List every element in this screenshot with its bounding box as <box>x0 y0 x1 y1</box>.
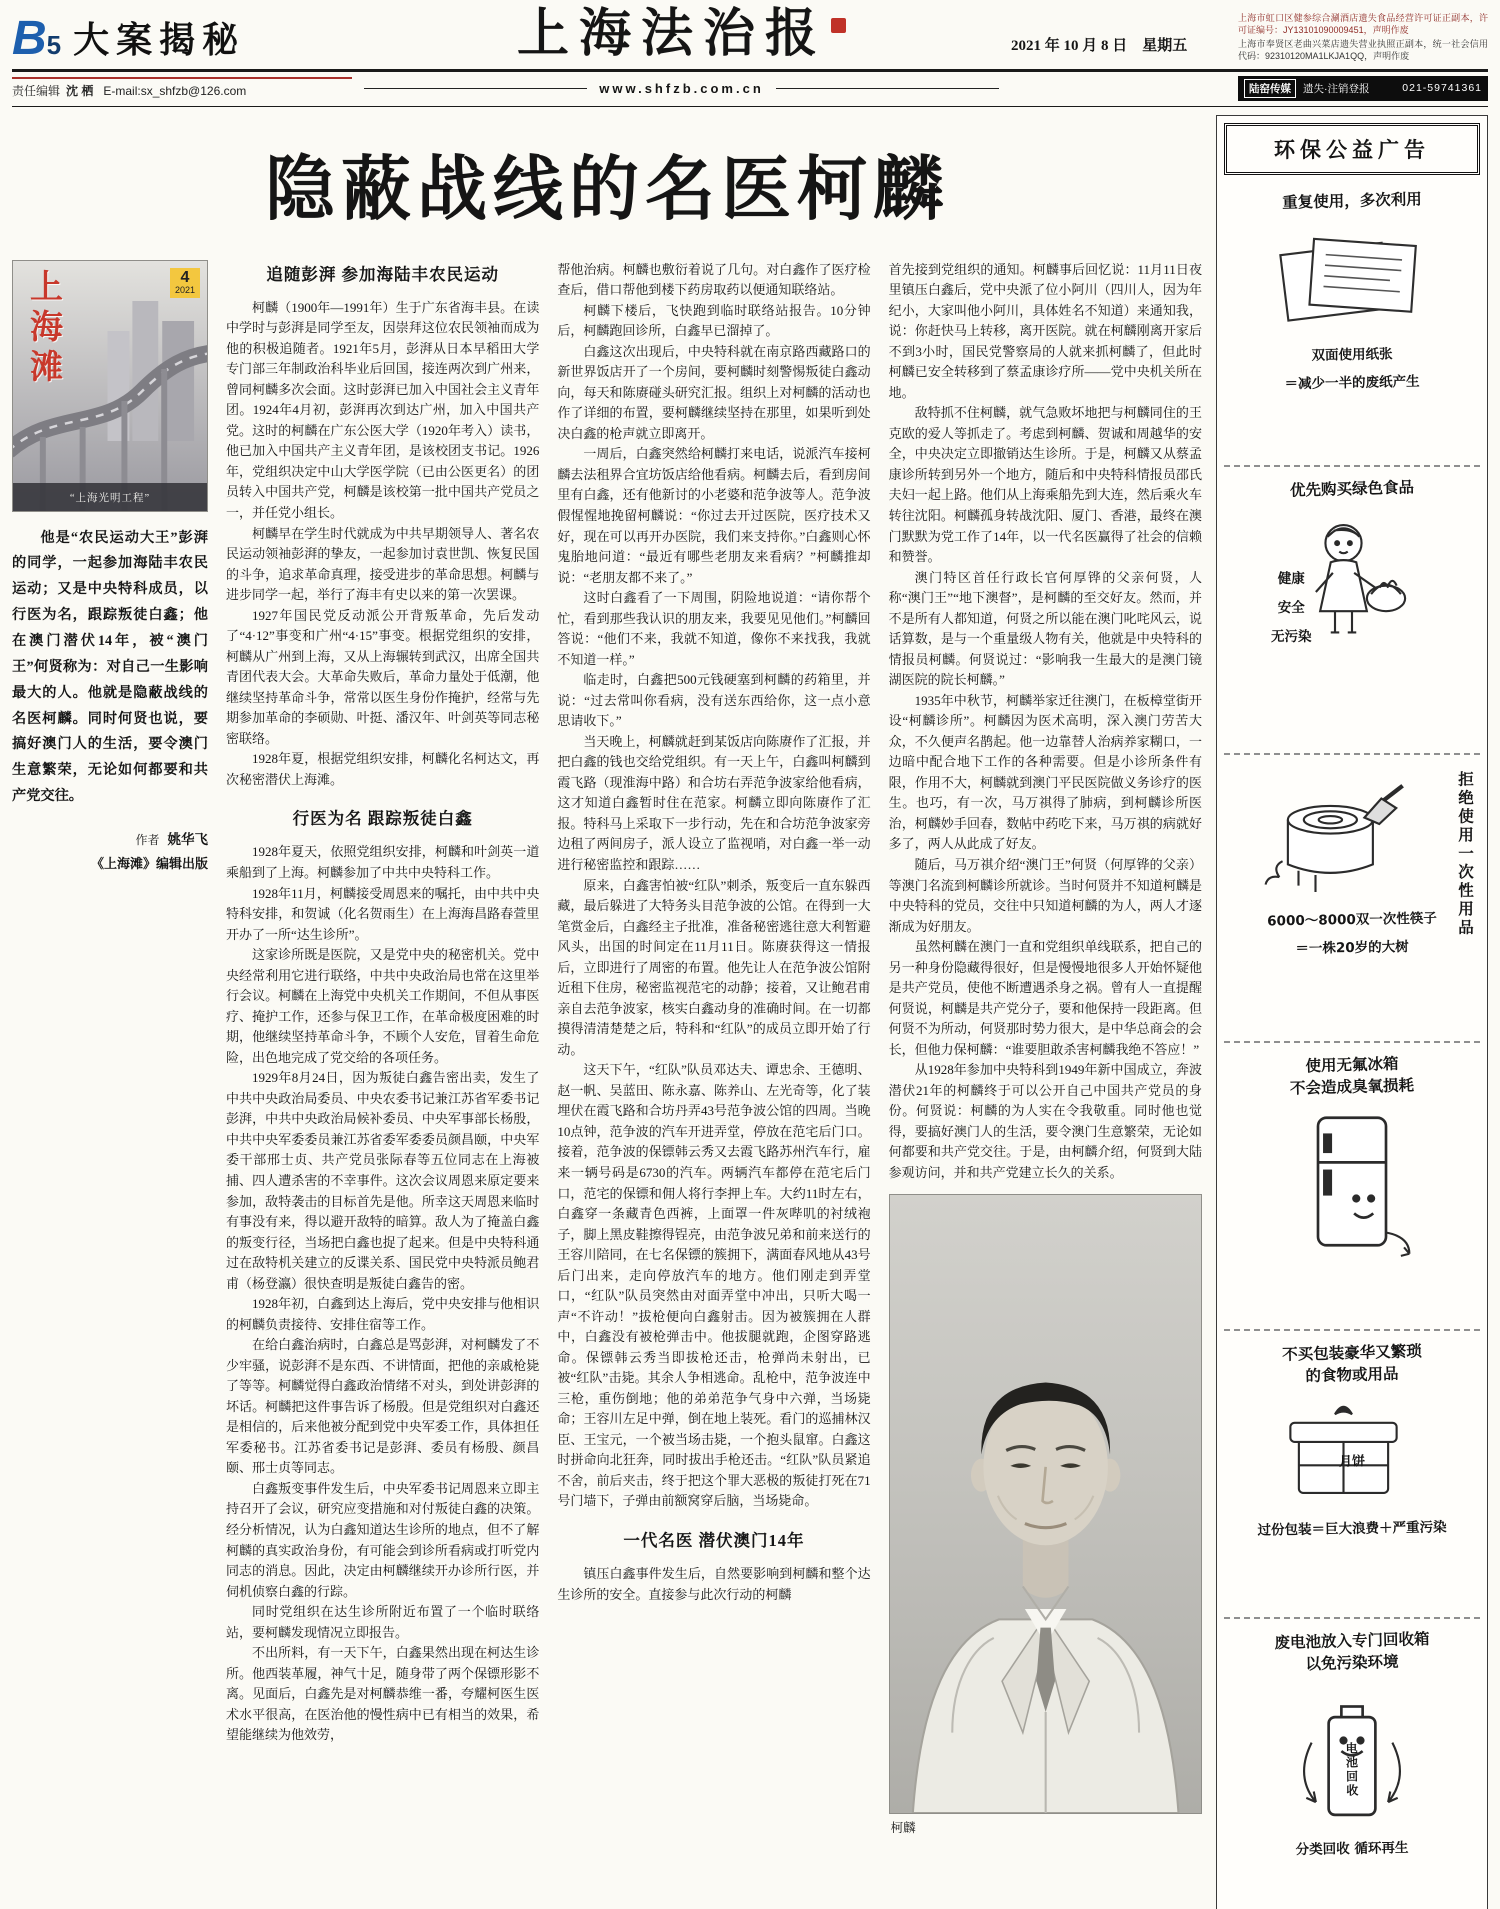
panel-caption: 双面使用纸张 <box>1311 346 1393 365</box>
divider-line <box>776 88 999 89</box>
article-paragraph: 1927年国民党反动派公开背叛革命，先后发动了“4·12”事变和广州“4·15”事变。根据党组织的安排，柯麟从广州到上海，又从上海辗转到武汉，出席全国共青团代表大会。大革命失败后，革命力量处于低潮，他继续坚持革命斗争，常常以医生身份作掩护，经常与先期参加革命的李硕勋、叶挺、潘汉年、叶剑英等同志秘密联络。 <box>226 607 540 746</box>
battery-recycle-icon <box>1267 1681 1437 1830</box>
panel-headline-2: 不会造成臭氧损耗 <box>1289 1075 1415 1098</box>
masthead-title: 上海法治报 <box>516 6 827 63</box>
section-title: 大案揭秘 <box>73 18 246 60</box>
article-credits <box>12 828 208 872</box>
editor-label: 责任编辑 <box>12 84 61 99</box>
article-paragraph: 柯麟下楼后，飞快跑到临时联络站报告。10分钟后，柯麟跑回诊所，白鑫早已溜掉了。 <box>557 302 871 339</box>
page-number-badge <box>12 11 62 65</box>
article-paragraph: 1929年8月24日，因为叛徒白鑫告密出卖，发生了中共中央政治局委员、中央农委书记兼江苏省军委书记彭湃，中共中央政治局候补委员、中央军事部长杨殷，中共中央军委委员兼江苏省委军委委员颜昌颐，中央军委干部邢士贞、共产党员张际春等五位同志在上海被捕、四人遭杀害的不幸事件。这次会议周恩来原定要来参加，敌特袭击的目标首先是他。所幸这天周恩来临时有事没有来，得以避开敌特的暗算。敌人为了掩盖白鑫的叛变行径，当场把白鑫也捉了起来。但是中央特科通过在敌特机关建立的反谍关系、国民党中央特派员鲍君甫（杨登瀛）很快查明是叛徒白鑫告的密。 <box>226 1070 540 1291</box>
ad-brand: 陆窑传媒 <box>1244 79 1296 98</box>
eco-ad-sidebar <box>1216 115 1488 1909</box>
battery-label: 电池回收 <box>1344 1741 1359 1798</box>
article-paragraph: 白鑫叛变事件发生后，中央军委书记周恩来立即主持召开了会议，研究应变措施和对付叛徒白鑫的决策。经分析情况，认为白鑫知道达生诊所的地点，但不了解柯麟的真实政治身份，有可能会到诊所看病或打听党内同志的消息。因此，决定由柯麟继续开办诊所行医，并伺机侦察白鑫的行踪。 <box>226 1480 540 1599</box>
panel-caption: 6000～8000双一次性筷子 <box>1267 910 1437 930</box>
panel-headline: 重复使用，多次利用 <box>1282 189 1422 212</box>
paper-stack-icon <box>1267 219 1437 336</box>
loss-notice: 上海市虹口区健参综合涮酒店遗失食品经营许可证正副本，许可证编号：JY13101090009451，声明作废 <box>1238 13 1488 35</box>
article-paragraph: 临走时，白鑫把500元钱硬塞到柯麟的药箱里，并说：“过去常叫你看病，没有送东西给你，这一点小意思请收下。” <box>557 672 871 729</box>
magazine-issue: 4 2021 <box>170 268 200 298</box>
article-paragraph: 一周后，白鑫突然给柯麟打来电话，说派汽车接柯麟去法租界合宜坊饭店给他看病。柯麟去后，看到房间里有白鑫，还有他新讨的小老婆和范争波等人。范争波假惺惺地挽留柯麟说：“你过去开过医院，医疗技术又好，现在可以再开办医院，我们来支持你。”白鑫则心怀鬼胎地问道：“最近有哪些老朋友来看病？”柯麟推却说：“老朋友都不来了。” <box>557 446 871 585</box>
article-paragraph: 随后，马万祺介绍“澳门王”何贤（何厚铧的父亲）等澳门名流到柯麟诊所就诊。当时何贤并不知道柯麟是中央特科的党员，交往中只知道柯麟的为人，两人才逐渐成为好朋友。 <box>888 857 1202 934</box>
eco-panel-green-food <box>1224 465 1480 753</box>
portrait-photo-figure <box>889 1194 1202 1839</box>
cover-caption: “上海光明工程” <box>69 492 151 504</box>
editor-name: 沈 栖 <box>66 84 94 99</box>
article-paragraph: 1928年夏天，依照党组织安排，柯麟和叶剑英一道乘船到了上海。柯麟参加了中共中央特科工作。 <box>226 844 540 880</box>
article-paragraph: 1928年11月，柯麟接受周恩来的嘱托，由中共中央特科安排，和贺诚（化名贺雨生）在上海海昌路春萱里开办了一所“达生诊所”。 <box>226 885 540 942</box>
photo-caption: 柯麟 <box>890 1820 916 1835</box>
eco-panel-fridge <box>1224 1041 1480 1329</box>
portrait-photo <box>889 1194 1202 1814</box>
article-paragraph: 柯麟（1900年—1991年）生于广东省海丰县。在读中学时与彭湃是同学至友，因崇拜这位农民领袖而成为他的积极追随者。1921年5月，彭湃从日本早稻田大学专门部三年制政治科毕业后回国，接连两次到广州来，曾同柯麟多次会面。这时彭湃已加入中国社会主义青年团。1924年4月初，彭湃再次到达广州，加入中国共产党。这时的柯麟在广东公医大学（1920年考入）读书，他已加入中国共产主义青年团，是该校团支书记。1926年，党组织决定中山大学医学院（已由公医更名）的团员转入中国共产党，柯麟是该校第一批中国共产党员之一，并任党小组长。 <box>226 299 540 520</box>
page-content <box>12 115 1488 1909</box>
article-paragraph: 这家诊所既是医院，又是党中央的秘密机关。党中央经常利用它进行联络，中共中央政治局也常在这里举行会议。柯麟在上海党中央机关工作期间，不但从事医疗、掩护工作，还参与保卫工作，在革命极度困难的时期，他继续坚持革命斗争，不顾个人安危，冒着生命危险，出色地完成了党交给的各项任务。 <box>226 947 540 1065</box>
article-paragraph: 澳门特区首任行政长官何厚铧的父亲何贤，人称“澳门王”“地下澳督”，是柯麟的至交好友。然而，并不是所有人都知道，何贤之所以能在澳门叱咤风云，说话算数，是与一个重量级人物有关，他就是中央特科的情报员柯麟。何贤说过：“影响我一生最大的是澳门镜湖医院的院长柯麟。” <box>888 569 1202 688</box>
mooncake-label: 月饼 <box>1338 1453 1366 1470</box>
panel-headline: 拒绝使用一次性用品 <box>1456 770 1474 938</box>
green-food-labels: 健康 安全 无污染 <box>1271 570 1312 645</box>
article-paragraph: 敌特抓不住柯麟，就气急败坏地把与柯麟同住的王克欧的爱人等抓走了。考虑到柯麟、贺诚和周越华的安全，中央决定立即撤销达生诊所。于是，柯麟又从蔡孟康诊所转到另外一个地方，随后和中央特科情报员邵氏夫妇一起上路。他们从上海乘船先到大连，然后乘火车转往沈阳。柯麟孤身转战沈阳、厦门、香港，最终在澳门默默为党工作了14年，以一代名医赢得了社会的信赖和赞誉。 <box>888 405 1202 565</box>
panel-headline: 废电池放入专门回收箱 <box>1274 1629 1430 1652</box>
article-paragraph: 这天下午，“红队”队员邓达夫、谭忠余、王德明、赵一帆、吴蓝田、陈永嘉、陈养山、左光奇等，化了装埋伏在霞飞路和合坊丹弄43号范争波公馆的四周。当晚10点钟，范争波的汽车开进弄堂，停放在范宅后门口。接着，范争波的保镖韩云秀又去霞飞路苏州汽车行，雇来一辆号码是6730的汽车。两辆汽车都停在范宅后门口，范宅的保镖和佣人将行李押上车。大约11时左右，白鑫穿一条藏青色西裤，上面罩一件灰哔叽的衬绒袍子，脚上黑皮鞋擦得锃亮，由范争波兄弟和前来送行的王容川陪同，在七名保镖的簇拥下，满面春风地从43号后门出来，走向停放汽车的地方。他们刚走到弄堂口，“红队”队员突然由对面弄堂中冲出，只听大喝一声“不许动！”拔枪便向白鑫射击。因为被簇拥在人群中，白鑫没有被枪弹击中。他拔腿就跑，企图穿路逃命。保镖韩云秀当即拔枪还击，枪弹尚未射出，已被“红队”击毙。其余人争相逃命。乱枪中，范争波连中三枪，重伤倒地；他的弟弟范争气身中六弹，当场毙命；王容川左足中弹，倒在地上装死。看门的巡捕林汉臣、王宝元，一个被当场击毙，一个抱头鼠窜。白鑫这时拼命向北狂奔，同时拔出手枪还击。“红队”队员紧追不舍，前后夹击，终于把这个罪大恶极的叛徒打死在71号门墙下，子弹由前额窝穿后脑，当场毙命。 <box>557 1062 871 1509</box>
article-paragraph: 同时党组织在达生诊所附近布置了一个临时联络站，要柯麟发现情况立即报告。 <box>226 1604 540 1640</box>
magazine-cover-photo <box>12 260 208 512</box>
classified-notices <box>1238 13 1488 63</box>
mooncake-box-icon <box>1267 1393 1437 1510</box>
sidebar-title: 环保公益广告 <box>1224 123 1480 175</box>
editor-line <box>12 77 352 99</box>
section-heading: 行医为名 跟踪叛徒白鑫 <box>292 809 473 829</box>
article-paragraph: 帮他治病。柯麟也敷衍着说了几句。对白鑫作了医疗检查后，借口帮他到楼下药房取药以便通知联络站。 <box>557 261 871 298</box>
ad-notice-box <box>1238 76 1488 101</box>
article-paragraph: 不出所料，有一天下午，白鑫果然出现在柯达生诊所。他西装革履，神气十足，随身带了两个保镖形影不离。见面后，白鑫先是对柯麟恭维一番，夸耀柯医生医术水平很高，在医治他的慢性病中已有相当的效果，希望能继续为他效劳， <box>226 1645 540 1743</box>
article-paragraph: 白鑫这次出现后，中央特科就在南京路西藏路口的新世界饭店开了一个房间，要柯麟时刻警惕叛徒白鑫动向，每天和陈赓碰头研究汇报。组织上对柯麟的活动也作了详细的布置，要柯麟继续坚持在那里，如果听到处决白鑫的枪声就立即离开。 <box>557 343 871 441</box>
article-paragraph: 原来，白鑫害怕被“红队”刺杀，叛变后一直东躲西藏，最后躲进了大特务头目范争波的公馆。在得到一大笔赏金后，白鑫经主子批准，准备秘密逃往意大利暂避风头，出国的时间定在11月11日。陈赓获得这一情报后，立即进行了周密的布置。他先让人在范争波公馆附近租下住房，秘密监视范宅的动静；接着，又让鲍君甫亲自去范争波家，核实白鑫动身的准确时间。在一切都摸得清清楚楚之后，特科和“红队”的成员立即开始了行动。 <box>557 877 871 1057</box>
article-paragraph: 1928年夏，根据党组织安排，柯麟化名柯达文，再次秘密潜伏上海滩。 <box>226 751 540 787</box>
editor-email: E-mail:sx_shfzb@126.com <box>103 84 247 99</box>
article-paragraph: 首先接到党组织的通知。柯麟事后回忆说：11月11日夜里镇压白鑫后，党中央派了位小阿川（四川人，因为年纪小，大家叫他小阿川，具体姓名不知道）来通知我，说：你赶快马上转移，离开医院。就在柯麟刚离开家后不到3小时，国民党警察局的人就来抓柯麟了，但此时柯麟已安全转移到了蔡孟康诊疗所——党中央机关所在地。 <box>888 261 1202 400</box>
divider-line <box>364 88 587 89</box>
tree-stump-axe-icon <box>1256 773 1426 901</box>
article-column-1 <box>226 260 539 1909</box>
panel-headline: 不买包装豪华又繁琐 <box>1282 1341 1422 1364</box>
article-paragraph: 虽然柯麟在澳门一直和党组织单线联系，把自己的另一种身份隐藏得很好，但是慢慢地很多人开始怀疑他是共产党员，使他不断遭遇杀身之祸。曾有人一直提醒何贤说，柯麟是共产党分子，要和他保持一段距离。但何贤不为所动，何贤那时势力很大，是中华总商会的会长，但他力保柯麟：“谁要胆敢杀害柯麟我绝不答应！” <box>888 939 1202 1057</box>
article-paragraph: 镇压白鑫事件发生后，自然要影响到柯麟和整个达生诊所的安全。直接参与此次行动的柯麟 <box>557 1566 871 1602</box>
panel-headline: 使用无氟冰箱 <box>1305 1054 1399 1075</box>
panel-headline-2: 以免污染环境 <box>1305 1652 1399 1673</box>
loss-notice: 上海市奉贤区老曲兴菜店遗失营业执照正副本，统一社会信用代码：92310120MA1LKJA1QQ，声明作废 <box>1238 38 1488 61</box>
masthead-seal-icon <box>831 18 846 33</box>
eco-panel-packaging <box>1224 1329 1480 1617</box>
panel-headline-2: 的食物或用品 <box>1305 1364 1399 1385</box>
main-article <box>12 115 1202 1909</box>
article-paragraph: 从1928年参加中央特科到1949年新中国成立，奔波潜伏21年的柯麟终于可以公开自己中国共产党员的身份。何贤说：柯麟的为人实在令我敬重。同时他也觉得，要搞好澳门人的生活，要令澳门生意繁荣，无论如何都要和共产党交往。于是，由柯麟介绍，何贤到大陆参观访问，并和共产党建立长久的关系。 <box>888 1062 1202 1180</box>
section-brand <box>12 12 352 63</box>
website-row <box>364 81 999 96</box>
eco-panel-disposable <box>1224 753 1480 1041</box>
section-heading: 追随彭湃 参加海陆丰农民运动 <box>266 264 499 284</box>
panel-headline: 优先购买绿色食品 <box>1289 477 1415 500</box>
date-line: 2021 年 10 月 8 日 星期五 <box>1011 37 1188 54</box>
panel-caption: 分类回收 循环再生 <box>1295 1840 1409 1859</box>
article-paragraph: 1928年初，白鑫到达上海后，党中央安排与他相识的柯麟负责接待、安排住宿等工作。 <box>226 1296 540 1332</box>
article-paragraph: 柯麟早在学生时代就成为中共早期领导人、著名农民运动领袖彭湃的挚友，一起参加讨袁世凯、恢复民国的斗争，追求革命真理，接受进步的革命思想。柯麟与进步同学一起，举行了海丰有史以来的第一次罢课。 <box>226 525 540 603</box>
lead-column <box>12 260 208 1909</box>
ad-service: 遗失·注销登报 <box>1303 82 1370 95</box>
section-heading: 一代名医 潜伏澳门14年 <box>623 1531 805 1550</box>
page-badge-letter: B <box>12 11 47 65</box>
author-label: 作者 <box>135 832 160 847</box>
article-column-3 <box>889 260 1202 1909</box>
panel-caption: ＝减少一半的废纸产生 <box>1284 374 1420 393</box>
panel-caption: ＝一株20岁的大树 <box>1295 939 1409 958</box>
article-body <box>12 260 1202 1909</box>
panel-caption: 过份包装＝巨大浪费＋严重污染 <box>1257 1519 1447 1540</box>
publisher-credit: 《上海滩》编辑出版 <box>90 855 208 871</box>
masthead <box>364 8 999 63</box>
article-column-2 <box>557 260 870 1909</box>
article-paragraph: 1935年中秋节，柯麟举家迁往澳门，在板樟堂街开设“柯麟诊所”。柯麟因为医术高明，深入澳门劳苦大众，不久便声名鹊起。他一边靠替人治病养家糊口，一边暗中配合地下工作的各种需要。但是小诊所条件有限，作用不大，柯麟就到澳门平民医院做义务诊疗的医生。也巧，有一次，马万祺得了肺病，到柯麟诊所医治，柯麟妙手回春，数帖中药吃下来，马万祺的病就好多了，两人从此成了好友。 <box>888 692 1202 852</box>
article-paragraph: 在给白鑫治病时，白鑫总是骂彭湃，对柯麟发了不少牢骚，说彭湃不是东西、不讲情面，把他的亲戚枪毙了等等。柯麟觉得白鑫政治情绪不对头，到处讲彭湃的坏话。柯麟把这件事告诉了杨殷。但是党组织对白鑫还是相信的，后来他被分配到党中央军委工作，具体担任军委秘书。江苏省委书记是彭湃、委员有杨殷、颜昌颐、邢士贞等同志。 <box>226 1337 540 1476</box>
author-name: 姚华飞 <box>167 831 208 847</box>
article-paragraph: 当天晚上，柯麟就赶到某饭店向陈赓作了汇报，并把白鑫的钱也交给党组织。有一天上午，白鑫叫柯麟到霞飞路（现淮海中路）和合坊右弄范争波家给他看病，这才知道白鑫暂时住在范家。柯麟立即向陈赓作了汇报。特科马上采取下一步行动，先在和合坊范争波家旁边租了两间房子，派人设立了监视哨，对白鑫一举一动进行秘密监控和跟踪…… <box>557 733 871 872</box>
magazine-title: 上海滩 <box>25 268 61 389</box>
article-paragraph: 这时白鑫看了一下周围，阴险地说道：“请你帮个忙，看到那些我认识的朋友来，我要见见他们。”柯麟回答说：“他们不来，我就不知道，像你不来找我，我就不知道一样。” <box>557 590 871 667</box>
page-header <box>12 8 1488 107</box>
ad-phone: 021-59741361 <box>1402 82 1482 95</box>
girl-with-basket-icon <box>1267 507 1437 656</box>
eco-panel-paper <box>1224 179 1480 465</box>
article-intro: 他是“农民运动大王”彭湃的同学，一起参加海陆丰农民运动；又是中央特科成员，以行医为名，跟踪叛徒白鑫；他在澳门潜伏14年，被“澳门王”何贤称为：对自己一生影响最大的人。他就是隐蔽战线的名医柯麟。同时何贤也说，要搞好澳门人的生活，要令澳门生意繁荣，无论如何都要和共产党交往。 <box>12 529 208 805</box>
eco-panel-battery <box>1224 1617 1480 1905</box>
page-badge-number: 5 <box>46 29 62 60</box>
website-url: www.shfzb.com.cn <box>599 80 764 96</box>
fridge-icon <box>1267 1105 1437 1264</box>
portrait-illustration <box>890 1195 1201 1813</box>
article-headline: 隐蔽战线的名医柯麟 <box>265 151 949 229</box>
